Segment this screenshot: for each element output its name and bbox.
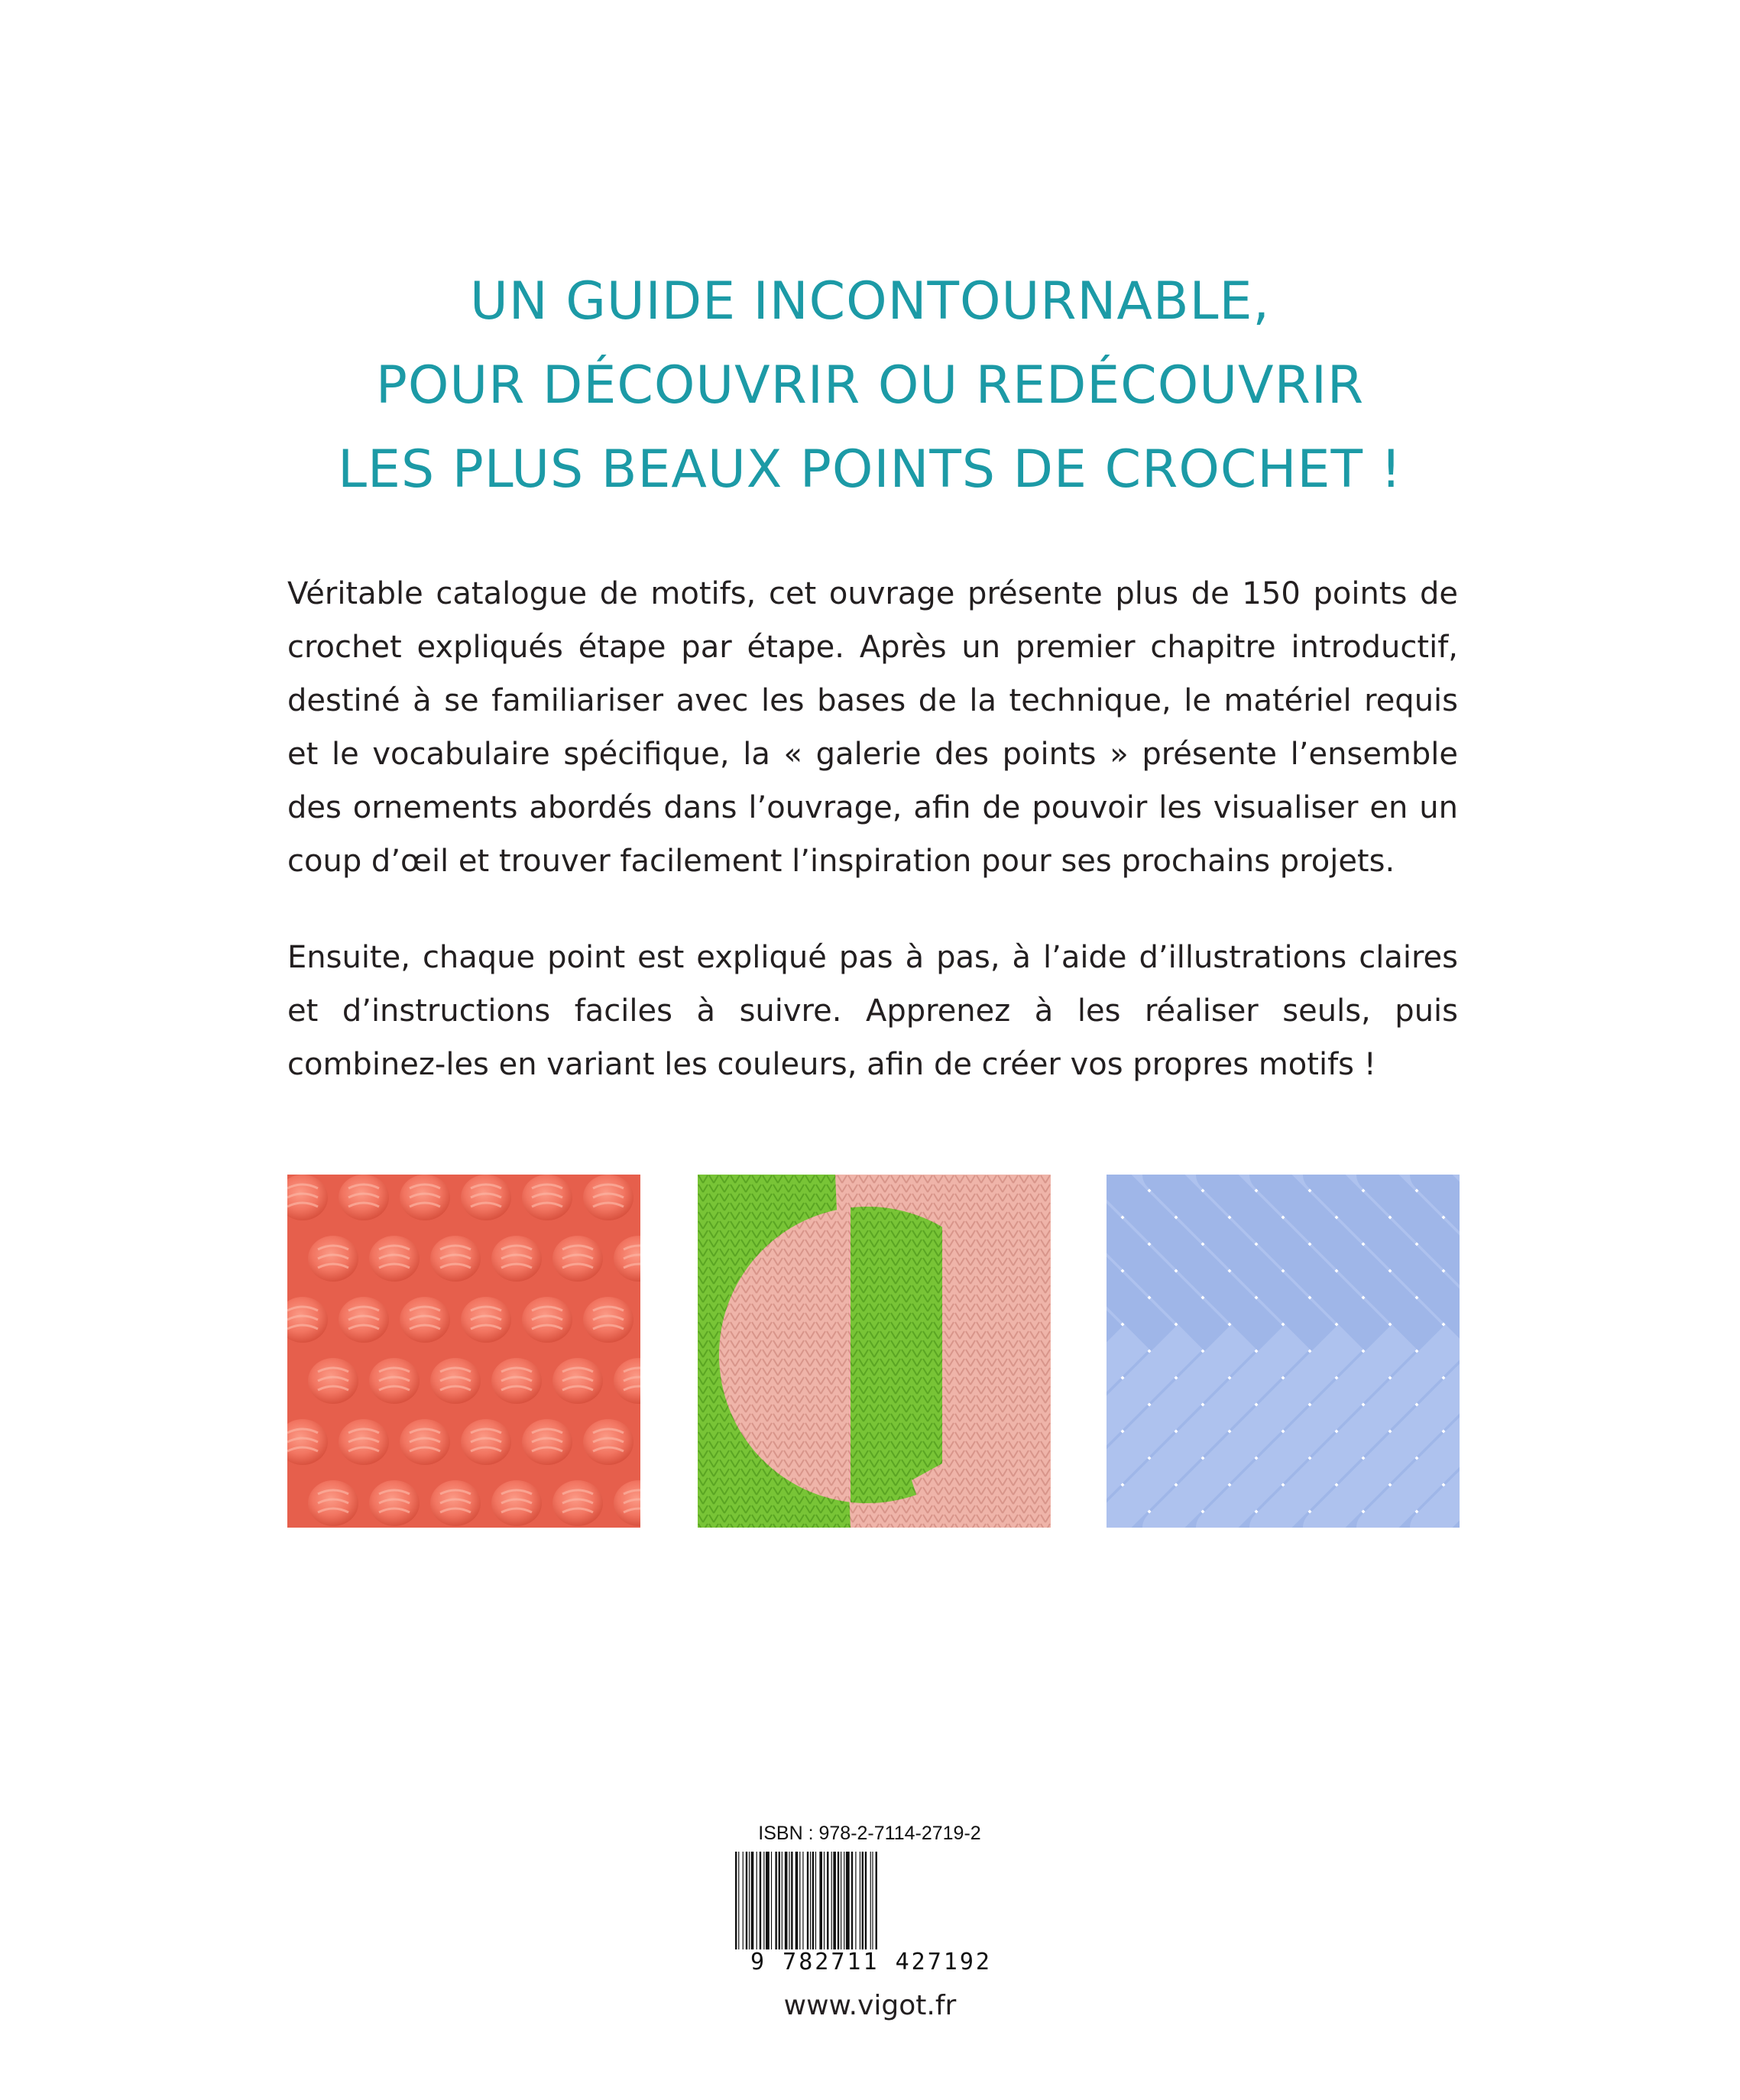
puff-stitch xyxy=(552,1358,603,1404)
barcode-bar xyxy=(795,1852,799,1949)
puff-stitch xyxy=(522,1297,572,1343)
website-url: www.vigot.fr xyxy=(783,1990,957,2021)
barcode-bar xyxy=(775,1852,776,1949)
puff-stitch xyxy=(308,1480,358,1526)
paragraph-steps: Ensuite, chaque point est expliqué pas à pas, à l’aide d’illustrations claires et d’instructions faciles à suivre. Apprenez à les réaliser seuls, puis combinez-les en variant les couleurs, afin de créer vos propres motifs ! xyxy=(287,940,1458,1082)
barcode-bar xyxy=(735,1852,737,1949)
headline-line-1: UN GUIDE INCONTOURNABLE, xyxy=(469,271,1271,332)
barcode-bar xyxy=(785,1852,788,1949)
barcode-bar xyxy=(779,1852,780,1949)
cable-stitch-image xyxy=(1107,1175,1460,1528)
barcode-bar xyxy=(819,1852,822,1949)
puff-stitch xyxy=(583,1297,633,1343)
barcode-bar xyxy=(749,1852,750,1949)
puff-stitch xyxy=(308,1236,358,1282)
barcode-bar xyxy=(760,1852,761,1949)
puff-stitch xyxy=(339,1175,389,1220)
barcode-bar xyxy=(824,1852,825,1949)
barcode-bar xyxy=(851,1852,853,1949)
puff-stitch xyxy=(461,1175,511,1220)
barcode-bar xyxy=(870,1852,871,1949)
puff-stitch xyxy=(552,1236,603,1282)
barcode-bar xyxy=(815,1852,816,1949)
cable-stitch-swatch xyxy=(1107,1175,1460,1528)
barcode-bar xyxy=(876,1852,877,1949)
puff-stitch-swatch xyxy=(287,1175,640,1528)
puff-stitch xyxy=(522,1175,572,1220)
puff-stitch xyxy=(583,1175,633,1220)
puff-stitch xyxy=(552,1480,603,1526)
isbn: ISBN : 978-2-7114-2719-2 xyxy=(758,1823,981,1844)
barcode-bar xyxy=(746,1852,747,1949)
barcode-bar xyxy=(799,1852,800,1949)
barcode-bar xyxy=(791,1852,792,1949)
barcode-bar xyxy=(831,1852,832,1949)
headline-line-3: LES PLUS BEAUX POINTS DE CROCHET ! xyxy=(338,439,1402,500)
barcode-bar xyxy=(807,1852,808,1949)
puff-stitch xyxy=(583,1419,633,1465)
puff-stitch xyxy=(339,1297,389,1343)
barcode-bar xyxy=(833,1852,836,1949)
barcode-bar xyxy=(738,1852,739,1949)
puff-stitch xyxy=(461,1419,511,1465)
barcode-bar xyxy=(766,1852,770,1949)
barcode-bar xyxy=(846,1852,850,1949)
barcode-bar xyxy=(763,1852,764,1949)
headline-line-2: POUR DÉCOUVRIR OU REDÉCOUVRIR xyxy=(375,355,1365,416)
barcode-bar xyxy=(838,1852,839,1949)
puff-stitch xyxy=(400,1419,450,1465)
barcode-bar xyxy=(827,1852,828,1949)
intarsia-image xyxy=(698,1175,1051,1528)
barcode-bar xyxy=(782,1852,783,1949)
barcode-bar xyxy=(743,1852,744,1949)
puff-stitch xyxy=(430,1358,481,1404)
barcode-digits: 9 782711 427192 xyxy=(750,1949,992,1975)
puff-stitch xyxy=(308,1358,358,1404)
puff-stitch xyxy=(522,1419,572,1465)
barcode-bar xyxy=(802,1852,803,1949)
puff-stitch xyxy=(491,1480,542,1526)
intarsia-swatch xyxy=(698,1175,1051,1528)
barcode-bar xyxy=(812,1852,814,1949)
puff-stitch xyxy=(491,1236,542,1282)
puff-stitch xyxy=(400,1175,450,1220)
puff-stitch-image xyxy=(287,1175,640,1528)
puff-stitch xyxy=(491,1358,542,1404)
puff-stitch xyxy=(339,1419,389,1465)
puff-stitch xyxy=(369,1480,420,1526)
barcode xyxy=(732,1852,1009,1949)
barcode-bar xyxy=(771,1852,772,1949)
barcode-bar xyxy=(865,1852,867,1949)
puff-stitch xyxy=(369,1358,420,1404)
paragraph-intro: Véritable catalogue de motifs, cet ouvrage présente plus de 150 points de crochet expliqués étape par étape. Après un premier chapitre introductif, destiné à se familiariser avec les bases de la technique, le matériel requis et le vocabulaire spécifique, la « galerie des points » présente l’ensemble des ornements abordés dans l’ouvrage, afin de pouvoir les visualiser en un coup d’œil et trouver facilement l’inspiration pour ses prochains projets. xyxy=(287,576,1458,879)
barcode-bar xyxy=(810,1852,811,1949)
barcode-bar xyxy=(855,1852,856,1949)
puff-stitch xyxy=(430,1480,481,1526)
barcode-bar xyxy=(872,1852,873,1949)
puff-stitch xyxy=(430,1236,481,1282)
headline xyxy=(0,260,1740,512)
barcode-bar xyxy=(751,1852,754,1949)
barcode-bar xyxy=(862,1852,864,1949)
puff-stitch xyxy=(369,1236,420,1282)
puff-stitch xyxy=(461,1297,511,1343)
puff-stitch xyxy=(400,1297,450,1343)
